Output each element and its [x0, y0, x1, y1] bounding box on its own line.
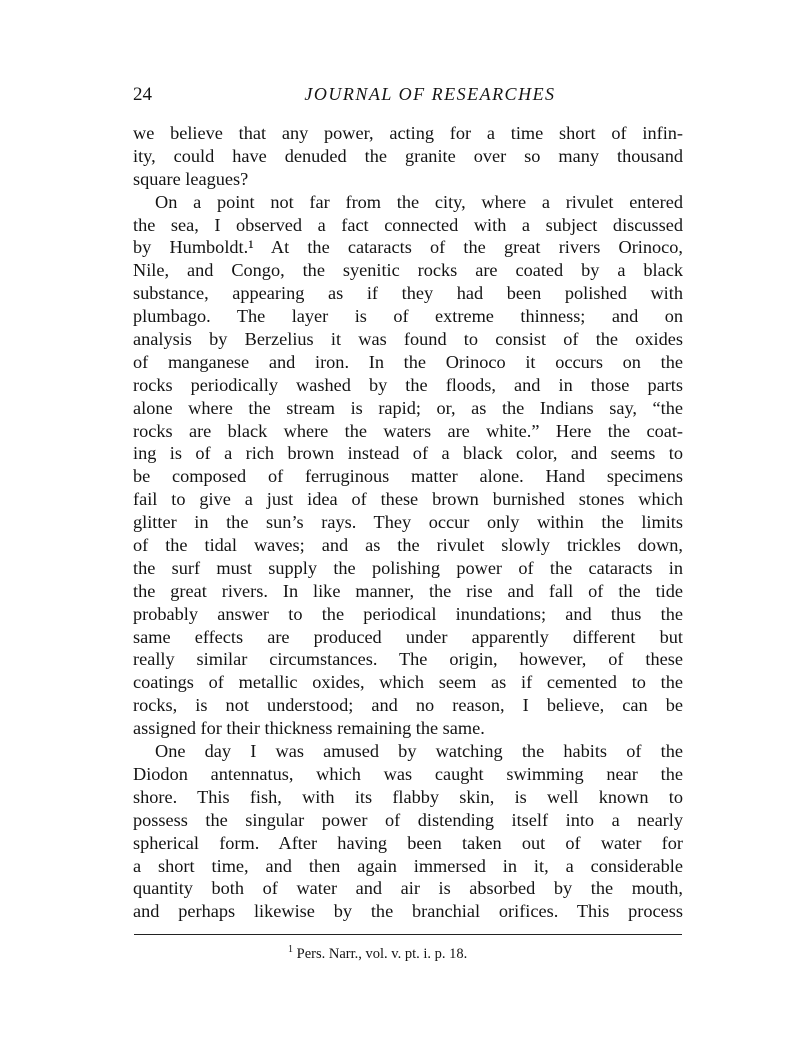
text-line: by Humboldt.¹ At the cataracts of the great rivers Orinoco, — [133, 237, 683, 258]
text-line: alone where the stream is rapid; or, as the Indians say, “the — [133, 397, 683, 418]
text-line: rocks, is not understood; and no reason, I believe, can be — [133, 695, 683, 716]
text-line: the surf must supply the polishing power of the cataracts in — [133, 557, 683, 578]
text-line: Nile, and Congo, the syenitic rocks are coated by a black — [133, 260, 683, 281]
footnote-text: Pers. Narr., vol. v. pt. i. p. 18. — [296, 945, 468, 962]
text-line: coatings of metallic oxides, which seem as if cemented to the — [133, 672, 683, 693]
text-line: shore. This fish, with its flabby skin, is well known to — [133, 786, 683, 807]
text-line: analysis by Berzelius it was found to consist of the oxides — [133, 329, 683, 350]
page-number: 24 — [133, 84, 152, 105]
text-line: square leagues? — [133, 168, 249, 189]
text-line: substance, appearing as if they had been polished with — [133, 283, 683, 304]
text-line: fail to give a just idea of these brown burnished stones which — [133, 489, 683, 510]
text-line: of manganese and iron. In the Orinoco it occurs on the — [133, 351, 683, 372]
text-line: One day I was amused by watching the habits of the — [155, 741, 683, 762]
text-line: be composed of ferruginous matter alone. Hand specimens — [133, 466, 683, 487]
footnote-marker: 1 — [288, 944, 293, 955]
text-line: rocks periodically washed by the floods, and in those parts — [133, 374, 683, 395]
text-line: rocks are black where the waters are white.” Here the coat- — [133, 420, 683, 441]
text-line: assigned for their thickness remaining the same. — [133, 718, 485, 739]
text-line: Diodon antennatus, which was caught swimming near the — [133, 763, 683, 784]
text-line: ing is of a rich brown instead of a black color, and seems to — [133, 443, 683, 464]
text-line: the great rivers. In like manner, the rise and fall of the tide — [133, 580, 683, 601]
text-line: and perhaps likewise by the branchial orifices. This process — [133, 901, 683, 922]
text-line: same effects are produced under apparently different but — [133, 626, 683, 647]
text-line: of the tidal waves; and as the rivulet slowly trickles down, — [133, 535, 683, 556]
footnote — [288, 944, 467, 963]
text-line: ity, could have denuded the granite over so many thousand — [133, 145, 683, 166]
text-line: spherical form. After having been taken out of water for — [133, 832, 683, 853]
text-line: the sea, I observed a fact connected with a subject discussed — [133, 214, 683, 235]
text-line: probably answer to the periodical inundations; and thus the — [133, 603, 683, 624]
text-line: quantity both of water and air is absorbed by the mouth, — [133, 878, 683, 899]
text-line: we believe that any power, acting for a time short of infin- — [133, 123, 683, 143]
running-head: JOURNAL OF RESEARCHES — [304, 84, 556, 104]
text-line: possess the singular power of distending itself into a nearly — [133, 809, 683, 830]
body-text — [133, 122, 683, 923]
footnote-divider — [134, 934, 682, 935]
text-line: a short time, and then again immersed in it, a considerable — [133, 855, 683, 876]
text-line: glitter in the sun’s rays. They occur only within the limits — [133, 512, 683, 533]
text-line: On a point not far from the city, where a rivulet entered — [155, 191, 683, 212]
text-line: really similar circumstances. The origin, however, of these — [133, 649, 683, 670]
text-line: plumbago. The layer is of extreme thinness; and on — [133, 306, 683, 327]
